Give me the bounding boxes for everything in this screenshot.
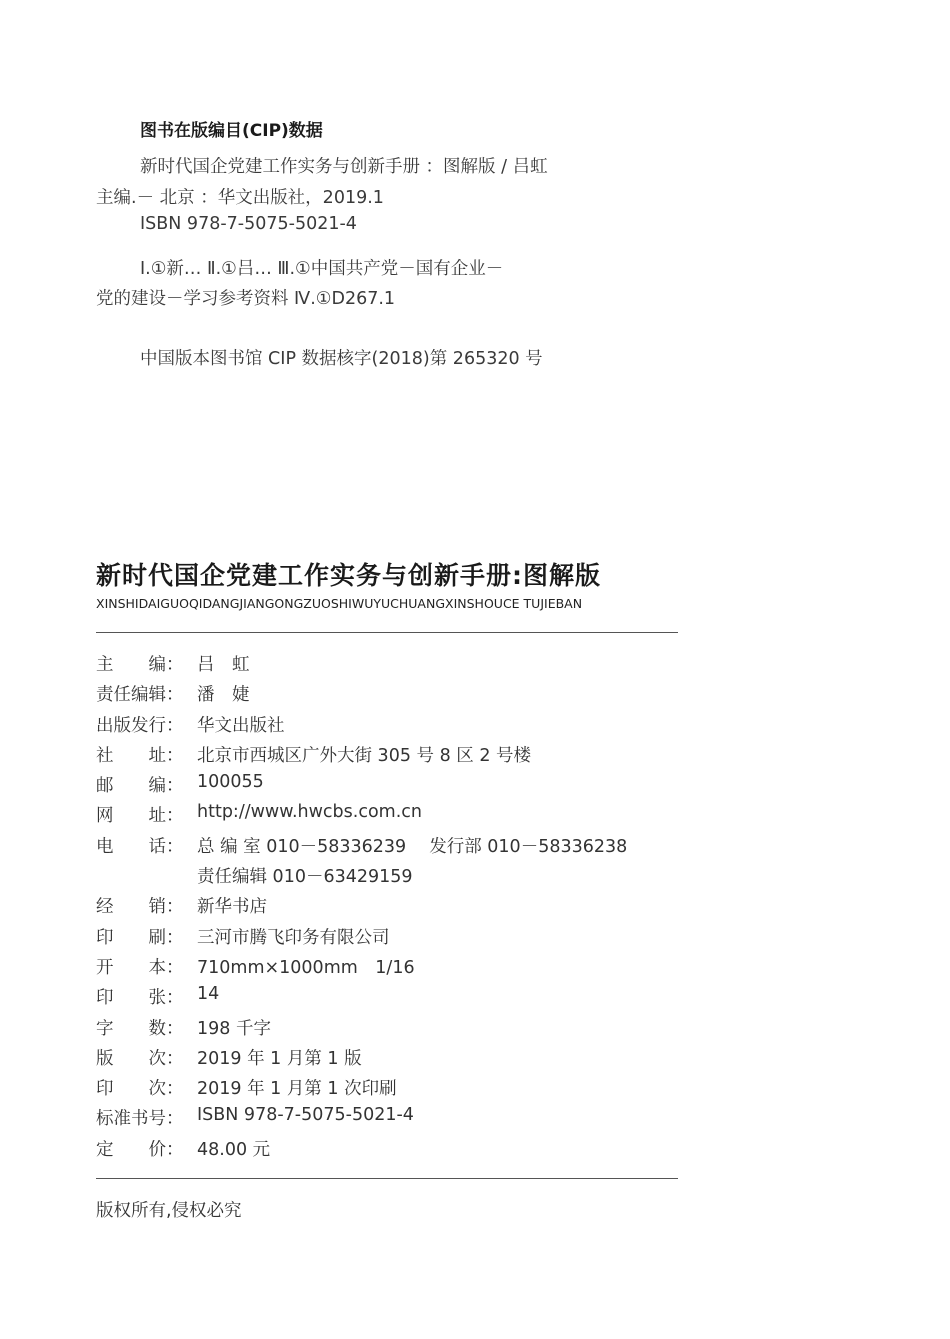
info-row: [96, 648, 696, 678]
info-value: 北京市西城区广外大街 305 号 8 区 2 号楼: [197, 745, 532, 766]
info-label: 字 数：: [96, 1018, 184, 1039]
copyright-notice: 版权所有,侵权必究: [96, 1201, 242, 1221]
info-row: [96, 769, 696, 799]
info-label: 开 本：: [96, 957, 184, 978]
info-row: [96, 709, 696, 739]
info-row: [96, 1012, 696, 1042]
divider-bottom: [96, 1178, 678, 1179]
info-row: [96, 981, 696, 1011]
cip-heading: 图书在版编目(CIP)数据: [140, 121, 323, 141]
info-row: [96, 1072, 696, 1102]
info-label: 社 址：: [96, 745, 184, 766]
info-row: [96, 739, 696, 769]
info-value: 2019 年 1 月第 1 版: [197, 1048, 362, 1069]
info-value: 潘 婕: [197, 685, 250, 706]
info-row: [96, 799, 696, 829]
cip-line-6: 中国版本图书馆 CIP 数据核字(2018)第 265320 号: [140, 349, 543, 369]
info-value: 198 千字: [197, 1018, 271, 1039]
divider-top: [96, 632, 678, 633]
info-label: 经 销：: [96, 897, 184, 918]
info-value: 吕 虹: [197, 655, 250, 675]
info-value: 2019 年 1 月第 1 次印刷: [197, 1079, 397, 1100]
info-label: 出版发行：: [96, 715, 184, 736]
info-value: http://www.hwcbs.com.cn: [197, 802, 422, 823]
info-value: 责任编辑 010－63429159: [197, 867, 413, 888]
cip-line-1: 新时代国企党建工作实务与创新手册 ：图解版 / 吕虹: [140, 157, 548, 177]
info-value: 华文出版社: [197, 715, 285, 736]
info-label: 印 张：: [96, 988, 184, 1009]
info-label: 邮 编：: [96, 776, 184, 797]
info-row: [96, 1042, 696, 1072]
book-title: 新时代国企党建工作实务与创新手册:图解版: [96, 561, 601, 590]
cip-line-4: Ⅰ.①新… Ⅱ.①吕… Ⅲ.①中国共产党－国有企业－: [140, 259, 504, 279]
publication-info: [96, 648, 696, 1163]
cip-line-3: ISBN 978-7-5075-5021-4: [140, 214, 357, 234]
cip-line-2: 主编.－ 北京 ：华文出版社，2019.1: [96, 188, 384, 208]
info-label: 定 价：: [96, 1139, 184, 1160]
info-label: 标准书号：: [96, 1109, 184, 1130]
info-row: [96, 951, 696, 981]
info-row: [96, 890, 696, 920]
info-value: 710mm×1000mm 1/16: [197, 957, 415, 978]
info-value: 三河市腾飞印务有限公司: [197, 927, 390, 948]
info-label: 印 次：: [96, 1079, 184, 1100]
info-value: 总 编 室 010－58336239 发行部 010－58336238: [197, 836, 628, 857]
cip-line-5: 党的建设－学习参考资料 Ⅳ.①D267.1: [96, 289, 396, 309]
info-value: 14: [197, 984, 220, 1005]
info-value: 100055: [197, 772, 264, 793]
info-label: 印 刷：: [96, 927, 184, 948]
info-label: 网 址：: [96, 806, 184, 827]
info-row: [96, 921, 696, 951]
info-value: ISBN 978-7-5075-5021-4: [197, 1105, 414, 1126]
info-label: 主 编：: [96, 655, 184, 675]
info-value: 新华书店: [197, 897, 267, 918]
info-label: 电 话：: [96, 836, 184, 857]
info-row: [96, 830, 696, 860]
info-value: 48.00 元: [197, 1139, 271, 1160]
info-label: 责任编辑：: [96, 685, 184, 706]
info-row: [96, 1133, 696, 1163]
info-label: 版 次：: [96, 1048, 184, 1069]
info-row: [96, 860, 696, 890]
info-row: [96, 678, 696, 708]
book-title-pinyin: XINSHIDAIGUOQIDANGJIANGONGZUOSHIWUYUCHUANGXINSHOUCE TUJIEBAN: [96, 596, 583, 611]
info-row: [96, 1102, 696, 1132]
